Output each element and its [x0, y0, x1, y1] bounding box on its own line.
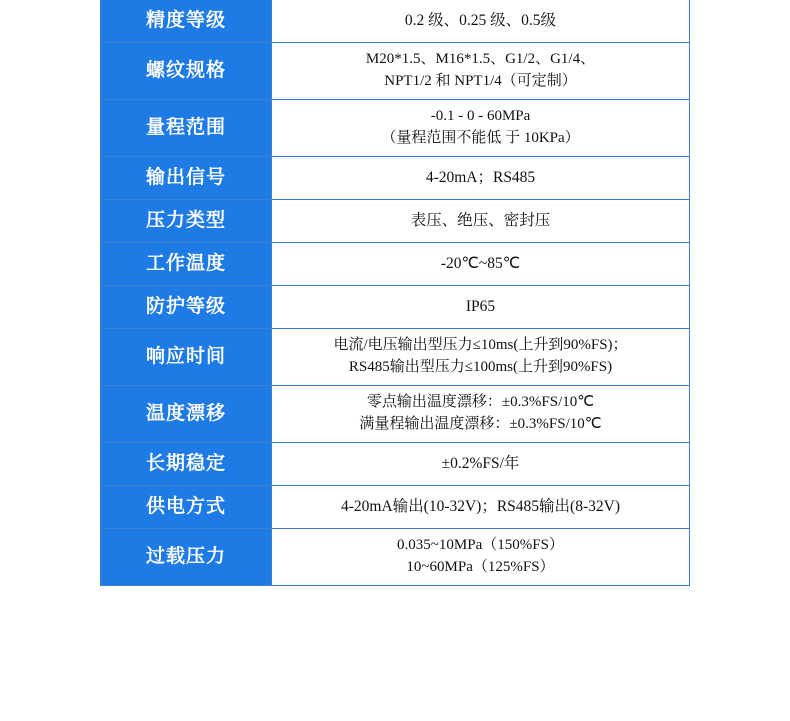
spec-value-line: 0.2 级、0.25 级、0.5级 — [404, 11, 557, 29]
table-row — [101, 0, 690, 43]
spec-value-cell — [272, 0, 690, 43]
spec-value-line: （量程范围不能低 于 10KPa） — [381, 130, 580, 146]
spec-value-line: IP65 — [465, 297, 496, 315]
spec-value-cell — [272, 286, 690, 329]
specification-table-body — [101, 0, 690, 586]
spec-value-line: M20*1.5、M16*1.5、G1/2、G1/4、 — [365, 51, 596, 68]
spec-value-line: 电流/电压输出型压力≤10ms(上升到90%FS)； — [333, 337, 628, 354]
spec-label-cell: 输出信号 — [101, 157, 272, 200]
spec-value-line: 零点输出温度漂移：±0.3%FS/10℃ — [366, 394, 595, 411]
table-row — [101, 100, 690, 157]
table-row — [101, 243, 690, 286]
spec-label-cell: 工作温度 — [101, 243, 272, 286]
spec-value-cell — [272, 443, 690, 486]
spec-value-line: 表压、绝压、密封压 — [410, 211, 551, 229]
table-row — [101, 200, 690, 243]
spec-label-cell: 精度等级 — [101, 0, 272, 43]
spec-label-cell: 长期稳定 — [101, 443, 272, 486]
spec-value-line: -0.1 - 0 - 60MPa — [430, 108, 531, 125]
spec-value-cell — [272, 329, 690, 386]
table-row — [101, 486, 690, 529]
spec-value-line: 0.035~10MPa（150%FS） — [397, 537, 564, 554]
spec-value-line: ±0.2%FS/年 — [441, 454, 520, 472]
table-row — [101, 286, 690, 329]
table-row — [101, 329, 690, 386]
spec-value-cell — [272, 157, 690, 200]
spec-value-line: RS485输出型压力≤100ms(上升到90%FS) — [348, 359, 613, 375]
spec-value-line: 4-20mA；RS485 — [425, 168, 536, 186]
spec-label-cell: 温度漂移 — [101, 386, 272, 443]
spec-label-cell: 响应时间 — [101, 329, 272, 386]
specification-table — [100, 0, 690, 586]
table-row — [101, 386, 690, 443]
spec-label-cell: 螺纹规格 — [101, 43, 272, 100]
spec-value-line: 4-20mA输出(10-32V)；RS485输出(8-32V) — [341, 497, 620, 515]
spec-value-line: 10~60MPa（125%FS） — [406, 559, 555, 575]
table-row — [101, 529, 690, 586]
table-row — [101, 157, 690, 200]
spec-value-line: -20℃~85℃ — [440, 254, 521, 272]
spec-value-cell — [272, 386, 690, 443]
spec-value-line: NPT1/2 和 NPT1/4（可定制） — [384, 73, 577, 89]
spec-value-line: 满量程输出温度漂移：±0.3%FS/10℃ — [359, 416, 602, 432]
spec-value-cell — [272, 43, 690, 100]
spec-value-cell — [272, 486, 690, 529]
spec-label-cell: 防护等级 — [101, 286, 272, 329]
spec-value-cell — [272, 529, 690, 586]
spec-label-cell: 压力类型 — [101, 200, 272, 243]
table-row — [101, 43, 690, 100]
spec-label-cell: 过载压力 — [101, 529, 272, 586]
specification-table-wrapper — [100, 0, 690, 586]
spec-label-cell: 量程范围 — [101, 100, 272, 157]
table-row — [101, 443, 690, 486]
spec-label-cell: 供电方式 — [101, 486, 272, 529]
spec-value-cell — [272, 243, 690, 286]
spec-value-cell — [272, 100, 690, 157]
spec-value-cell — [272, 200, 690, 243]
